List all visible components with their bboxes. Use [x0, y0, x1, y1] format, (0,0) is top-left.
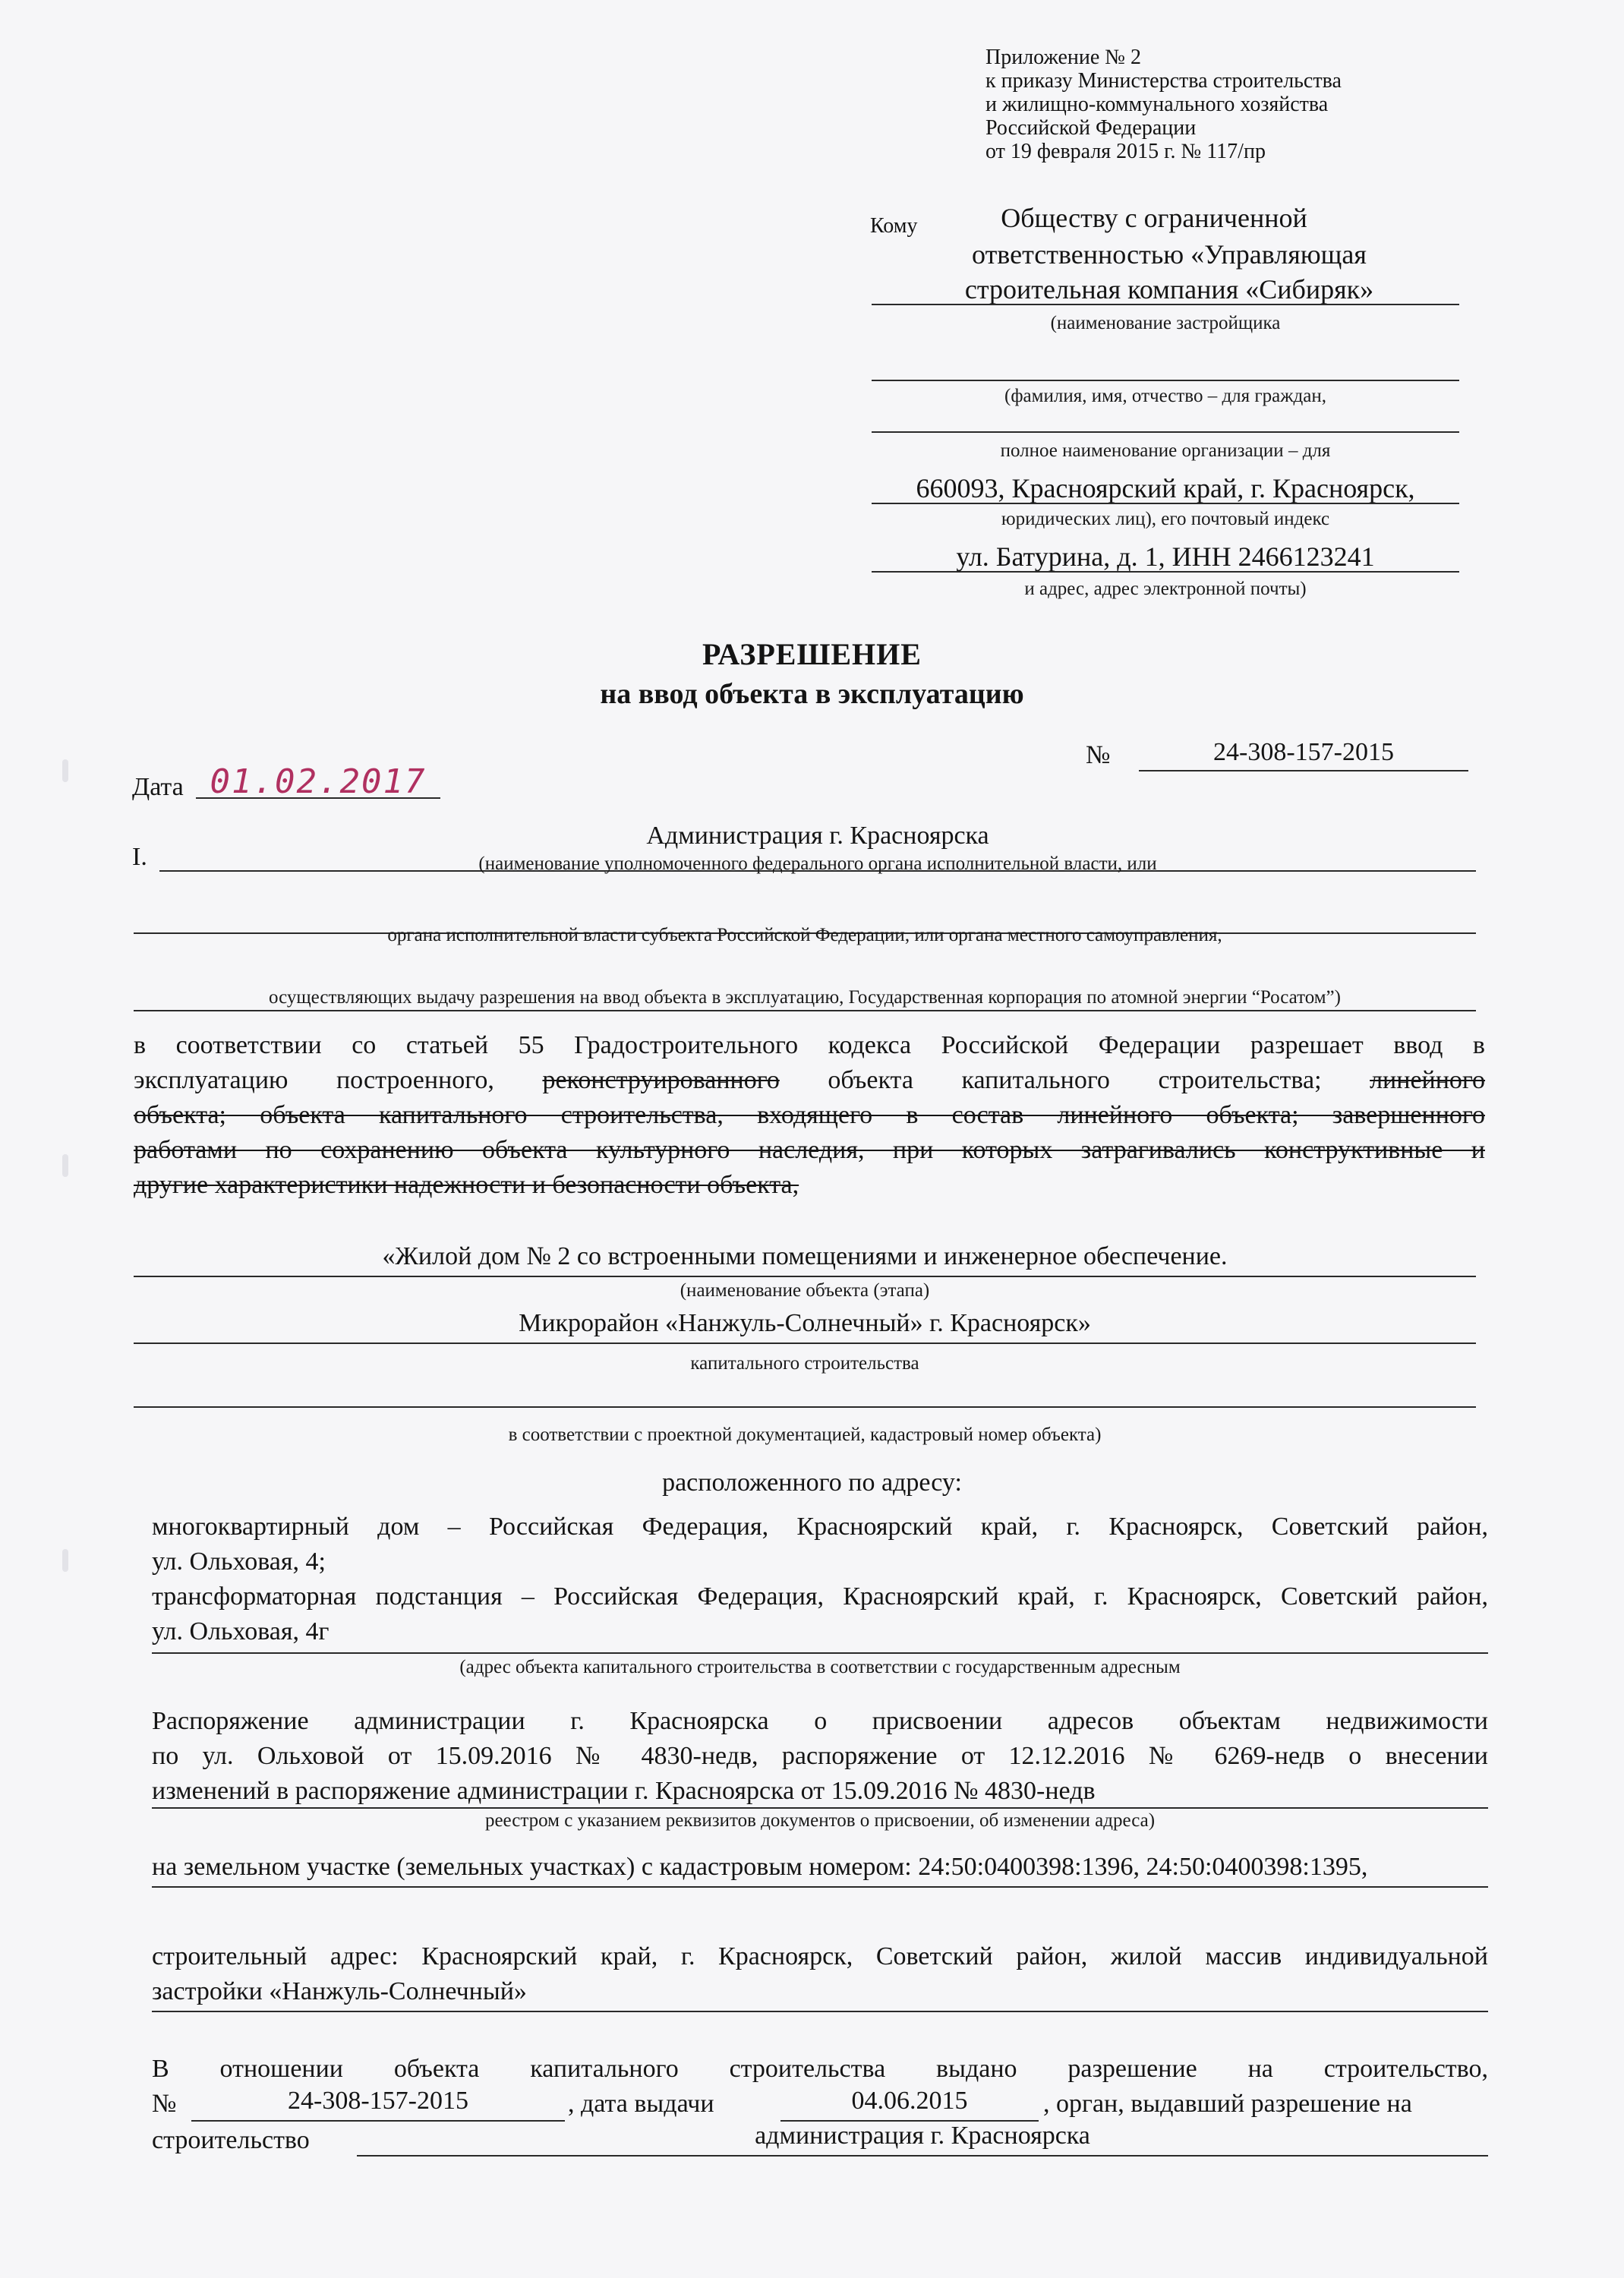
number-label: №	[1086, 741, 1111, 769]
binding-mark	[62, 1549, 68, 1572]
appendix-line: Российской Федерации	[985, 116, 1197, 140]
text-line: строительный адрес: Красноярский край, г. Красноярск, Советский район, жилой массив индивидуальной	[152, 1942, 1488, 1970]
date-value: 01.02.2017	[210, 762, 427, 801]
struck-text: другие характеристики надежности и безопасности объекта,	[134, 1171, 799, 1199]
caption: полное наименование организации – для	[1000, 440, 1331, 461]
addressee-name-line: строительная компания «Сибиряк»	[964, 274, 1374, 304]
field-underline	[152, 1652, 1488, 1654]
document-title: РАЗРЕШЕНИЕ	[702, 637, 922, 671]
caption: юридических лиц), его почтовый индекс	[1001, 509, 1330, 529]
address-order-paragraph	[152, 1704, 1488, 1809]
caption: и адрес, адрес электронной почты)	[1024, 579, 1307, 599]
text-line: трансформаторная подстанция – Российская Федерация, Красноярский край, г. Красноярск, Советский район,	[152, 1582, 1488, 1611]
appendix-header	[985, 46, 1342, 163]
appendix-line: Приложение № 2	[985, 46, 1141, 69]
issue-date: 04.06.2015	[851, 2087, 968, 2115]
addressee-address-line: ул. Батурина, д. 1, ИНН 2466123241	[956, 541, 1375, 572]
field-underline	[1139, 770, 1468, 771]
addressee-address-line: 660093, Красноярский край, г. Красноярск,	[916, 473, 1415, 503]
issuing-organ: администрация г. Красноярска	[755, 2122, 1090, 2150]
caption: капитального строительства	[690, 1353, 919, 1374]
cadastral-number-line: на земельном участке (земельных участках) с кадастровым номером: 24:50:0400398:1396, 24:50:0400398:1395,	[152, 1853, 1368, 1881]
text-line: по ул. Ольховой от 15.09.2016 № 4830-недв, распоряжение от 12.12.2016 № 6269-недв о внесении	[152, 1742, 1488, 1770]
location-paragraph	[152, 1510, 1488, 1649]
object-name: «Жилой дом № 2 со встроенными помещениями и инженерное обеспечение.	[382, 1242, 1228, 1270]
location-heading: расположенного по адресу:	[662, 1469, 962, 1497]
field-underline	[357, 2155, 1488, 2157]
issuing-organ-label: , орган, выдавший разрешение на	[1043, 2090, 1412, 2118]
permit-no-label: №	[152, 2090, 177, 2118]
text-line: изменений в распоряжение администрации г. Красноярска от 15.09.2016 № 4830-недв	[152, 1777, 1096, 1805]
field-underline	[872, 431, 1459, 433]
text-line: ул. Ольховая, 4;	[152, 1548, 326, 1576]
caption: в соответствии с проектной документацией, кадастровый номер объекта)	[508, 1425, 1102, 1445]
field-underline	[872, 503, 1459, 504]
caption: осуществляющих выдачу разрешения на ввод объекта в эксплуатацию, Государственная корпорация по атомной энергии “Росатом”)	[269, 987, 1341, 1008]
permit-number: 24-308-157-2015	[1213, 738, 1394, 766]
text-line: многоквартирный дом – Российская Федерация, Красноярский край, г. Красноярск, Советский район,	[152, 1513, 1488, 1541]
field-underline	[152, 2011, 1488, 2012]
caption: (адрес объекта капитального строительства в соответствии с государственным адресным	[459, 1657, 1181, 1677]
building-permit-number: 24-308-157-2015	[288, 2087, 468, 2115]
field-underline	[872, 304, 1459, 305]
struck-text: реконструированного	[542, 1066, 780, 1094]
field-underline	[134, 1343, 1476, 1344]
caption: (наименование уполномоченного федерального органа исполнительной власти, или	[478, 853, 1157, 874]
field-underline	[152, 1886, 1488, 1888]
authority-name: Администрация г. Красноярска	[646, 822, 989, 850]
field-underline	[134, 1010, 1476, 1011]
binding-mark	[62, 759, 68, 782]
text-line: Распоряжение администрации г. Красноярска о присвоении адресов объектам недвижимости	[152, 1707, 1488, 1735]
text-line	[134, 1063, 1485, 1098]
caption: реестром с указанием реквизитов документов о присвоении, об изменении адреса)	[484, 1810, 1156, 1831]
field-underline	[134, 1276, 1476, 1277]
field-underline	[152, 1807, 1488, 1809]
building-permit-line: В отношении объекта капитального строительства выдано разрешение на строительство,	[152, 2055, 1488, 2083]
appendix-line: к приказу Министерства строительства	[985, 69, 1342, 93]
caption: (фамилия, имя, отчество – для граждан,	[1004, 386, 1326, 406]
issue-date-label: , дата выдачи	[568, 2090, 714, 2118]
permission-paragraph	[134, 1028, 1485, 1203]
appendix-line: и жилищно-коммунального хозяйства	[985, 93, 1329, 116]
binding-mark	[62, 1154, 68, 1177]
appendix-line: от 19 февраля 2015 г. № 117/пр	[985, 140, 1266, 163]
addressee-name-line: ответственностью «Управляющая	[972, 239, 1367, 270]
construction-label: строительство	[152, 2126, 310, 2154]
text-line: застройки «Нанжуль-Солнечный»	[152, 1977, 527, 2005]
text-fragment: объекта капитального строительства;	[828, 1066, 1322, 1094]
caption: (наименование застройщика	[1050, 313, 1281, 333]
field-underline	[196, 797, 440, 799]
field-underline	[134, 1406, 1476, 1408]
struck-text: объекта; объекта капитального строительства, входящего в состав линейного объекта; завершенного	[134, 1101, 1485, 1129]
field-underline	[872, 380, 1459, 381]
date-label: Дата	[132, 773, 184, 801]
caption: (наименование объекта (этапа)	[680, 1280, 930, 1301]
addressee-name-line: Обществу с ограниченной	[1001, 203, 1307, 233]
text-line: ул. Ольховая, 4г	[152, 1617, 330, 1645]
caption: органа исполнительной власти субъекта Российской Федерации, или органа местного самоуправления,	[387, 925, 1222, 945]
section-number: I.	[132, 843, 147, 871]
object-name: Микрорайон «Нанжуль-Солнечный» г. Красноярск»	[519, 1309, 1091, 1337]
struck-text: линейного	[1370, 1066, 1486, 1094]
document-subtitle: на ввод объекта в эксплуатацию	[600, 678, 1024, 710]
field-underline	[872, 571, 1459, 573]
text-fragment: эксплуатацию построенного,	[134, 1066, 494, 1094]
struck-text: работами по сохранению объекта культурного наследия, при которых затрагивались конструктивные и	[134, 1136, 1485, 1164]
to-label: Кому	[870, 214, 918, 238]
text-line: в соответствии со статьей 55 Градостроительного кодекса Российской Федерации разрешает ввод в	[134, 1031, 1485, 1059]
construction-address-paragraph	[152, 1939, 1488, 2009]
